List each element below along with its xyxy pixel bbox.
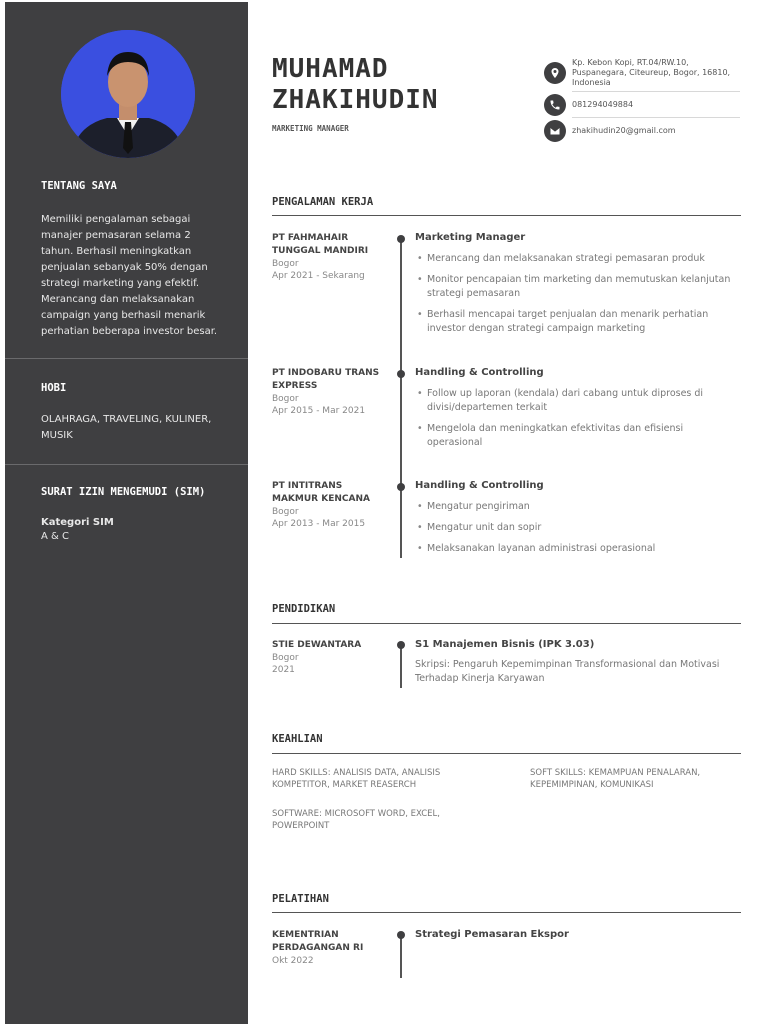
school-city: Bogor bbox=[272, 653, 299, 663]
company-name: PT INTITRANS MAKMUR KENCANA bbox=[272, 481, 370, 504]
name-line-1: MUHAMAD bbox=[272, 54, 389, 84]
company-name: PT FAHMAHAIR TUNGGAL MANDIRI bbox=[272, 233, 369, 256]
software-skills-text: SOFTWARE: MICROSOFT WORD, EXCEL, POWERPOINT bbox=[272, 809, 440, 831]
hard-skills-text: HARD SKILLS: ANALISIS DATA, ANALISIS KOMPETITOR, MARKET REASERCH bbox=[272, 768, 441, 790]
mail-icon bbox=[544, 120, 566, 142]
duty-item: • Merancang dan melaksanakan strategi pemasaran produk bbox=[415, 252, 741, 266]
duty-item: • Mengatur pengiriman bbox=[415, 500, 741, 514]
phone-text: 081294049884 bbox=[572, 100, 634, 109]
hobby-title: HOBI bbox=[41, 382, 67, 394]
email-text: zhakihudin20@gmail.com bbox=[572, 126, 676, 135]
hobby-section bbox=[41, 382, 221, 444]
duty-list bbox=[415, 252, 741, 336]
experience-entry-1-right bbox=[415, 231, 741, 336]
contact-phone bbox=[544, 94, 744, 116]
company-city: Bogor bbox=[272, 259, 299, 269]
training-timeline bbox=[400, 934, 402, 978]
profile-photo bbox=[61, 30, 195, 158]
sidebar-divider bbox=[5, 358, 248, 359]
training-date: Okt 2022 bbox=[272, 956, 314, 966]
timeline-dot bbox=[397, 370, 405, 378]
school-name: STIE DEWANTARA bbox=[272, 640, 362, 650]
experience-entry-1-left bbox=[272, 232, 382, 282]
section-rule bbox=[272, 623, 741, 624]
full-name bbox=[272, 54, 439, 116]
contact-divider bbox=[572, 91, 740, 92]
experience-title: PENGALAMAN KERJA bbox=[272, 196, 374, 208]
work-period: Apr 2021 - Sekarang bbox=[272, 271, 365, 281]
about-text: Memiliki pengalaman sebagai manajer pemasaran selama 2 tahun. Berhasil meningkatkan penjualan sebanyak 50% dengan strategi marketing yang efektif. Merancang dan melaksanakan campaign yang berhasil menarik perhatian beberapa investor besar. bbox=[41, 214, 218, 337]
profile-photo-figure bbox=[61, 30, 195, 158]
experience-entry-3-right bbox=[415, 479, 741, 556]
contact-email bbox=[544, 120, 744, 142]
thesis-text: Skripsi: Pengaruh Kepemimpinan Transformasional dan Motivasi Terhadap Kinerja Karyawan bbox=[415, 659, 720, 684]
sidebar bbox=[5, 2, 248, 1024]
education-title: PENDIDIKAN bbox=[272, 603, 336, 615]
company-city: Bogor bbox=[272, 507, 299, 517]
contact-address bbox=[544, 58, 744, 88]
training-entry-right bbox=[415, 928, 741, 942]
education-entry-right bbox=[415, 638, 741, 686]
position-title: Handling & Controlling bbox=[415, 480, 544, 491]
duty-item: • Mengelola dan meningkatkan efektivitas dan efisiensi operasional bbox=[415, 422, 741, 450]
about-title: TENTANG SAYA bbox=[41, 180, 117, 192]
experience-entry-2-left bbox=[272, 367, 382, 417]
experience-entry-2-right bbox=[415, 366, 741, 450]
sidebar-divider bbox=[5, 464, 248, 465]
timeline-dot bbox=[397, 931, 405, 939]
company-name: PT INDOBARU TRANS EXPRESS bbox=[272, 368, 380, 391]
duty-item: • Melaksanakan layanan administrasi operasional bbox=[415, 542, 741, 556]
phone-icon bbox=[544, 94, 566, 116]
position-title: Handling & Controlling bbox=[415, 367, 544, 378]
timeline-dot bbox=[397, 483, 405, 491]
section-rule bbox=[272, 215, 741, 216]
duty-item: • Mengatur unit dan sopir bbox=[415, 521, 741, 535]
company-city: Bogor bbox=[272, 394, 299, 404]
training-entry-left bbox=[272, 929, 382, 967]
training-title: PELATIHAN bbox=[272, 893, 329, 905]
contact-divider bbox=[572, 117, 740, 118]
training-name: Strategi Pemasaran Ekspor bbox=[415, 929, 569, 940]
duty-item: • Monitor pencapaian tim marketing dan memutuskan kelanjutan strategi pemasaran bbox=[415, 273, 741, 301]
timeline-dot bbox=[397, 641, 405, 649]
work-period: Apr 2015 - Mar 2021 bbox=[272, 406, 366, 416]
location-pin-icon bbox=[544, 62, 566, 84]
duty-list bbox=[415, 500, 741, 556]
degree-title: S1 Manajemen Bisnis (IPK 3.03) bbox=[415, 639, 595, 650]
section-rule bbox=[272, 753, 741, 754]
graduation-year: 2021 bbox=[272, 665, 295, 675]
hobby-text: OLAHRAGA, TRAVELING, KULINER, MUSIK bbox=[41, 414, 212, 441]
section-rule bbox=[272, 912, 741, 913]
timeline-dot bbox=[397, 235, 405, 243]
duty-list bbox=[415, 387, 741, 450]
education-timeline bbox=[400, 644, 402, 688]
sim-label: Kategori SIM bbox=[41, 517, 114, 528]
training-org: KEMENTRIAN PERDAGANGAN RI bbox=[272, 930, 364, 953]
sim-title: SURAT IZIN MENGEMUDI (SIM) bbox=[41, 486, 206, 498]
address-text: Kp. Kebon Kopi, RT.04/RW.10, Puspanegara, Citeureup, Bogor, 16810, Indonesia bbox=[572, 58, 731, 87]
duty-item: • Follow up laporan (kendala) dari cabang untuk diproses di divisi/departemen terkait bbox=[415, 387, 741, 415]
work-period: Apr 2013 - Mar 2015 bbox=[272, 519, 366, 529]
skills-title: KEAHLIAN bbox=[272, 733, 323, 745]
experience-timeline bbox=[400, 238, 402, 558]
education-entry-left bbox=[272, 639, 382, 676]
duty-item: • Berhasil mencapai target penjualan dan menarik perhatian investor dengan strategi campaign marketing bbox=[415, 308, 741, 336]
job-title: MARKETING MANAGER bbox=[272, 124, 349, 133]
position-title: Marketing Manager bbox=[415, 232, 526, 243]
soft-skills-text: SOFT SKILLS: KEMAMPUAN PENALARAN, KEPEMIMPINAN, KOMUNIKASI bbox=[530, 768, 701, 790]
experience-entry-3-left bbox=[272, 480, 382, 530]
sim-section bbox=[41, 486, 221, 544]
main-content bbox=[248, 0, 768, 1024]
name-line-2: ZHAKIHUDIN bbox=[272, 85, 439, 115]
sim-value: A & C bbox=[41, 531, 69, 542]
about-section bbox=[41, 180, 221, 340]
